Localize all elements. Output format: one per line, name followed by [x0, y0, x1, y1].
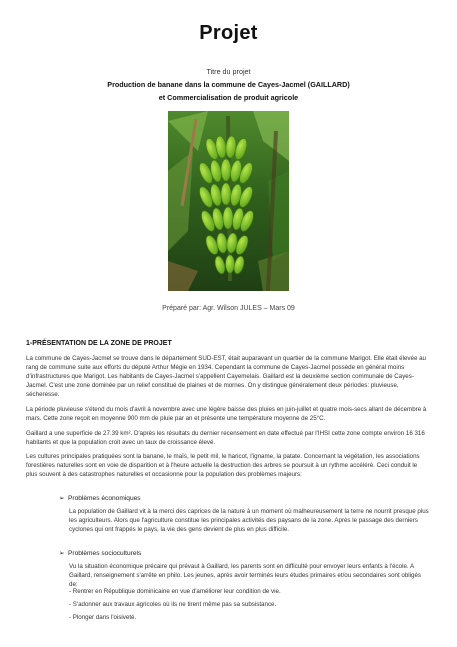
bullet-text: Vu la situation économique précaire qui prévaut à Gaillard, les parents sont en difficulté pour envoyer leurs enfants à l'école. A Gaillard, renseignement s'arrête en philo. Les jeunes, après avoir terminés leurs études primaires et/ou secondaires sont obligés de: [69, 563, 421, 588]
arrow-bullet-icon: ➢ [59, 550, 65, 557]
paragraph-intro: La commune de Cayes-Jacmel se trouve dans le département SUD-EST, était auparavant un quartier de la commune Marigot. Elle était élevée au rang de commune suite aux efforts du député Arthur Mégie en 1934. Cependant la commune de Cayes-Jacmel possède en général moins d'infrastructures que Marigot. Les habitants de Cayes-Jacmel s'appellent Cayemelais. Gaillard est la deuxième section communale de Cayes-Jacmel. C'est une zone dominée par un relief constitué de plaines et de mornes. On y distingue généralement deux périodes: pluvieuse, sécheresse. [26, 355, 426, 398]
bullet-text: La population de Gaillard vit à la merci des caprices de la nature à un moment où malheureusement la terre ne nourrit presque plus les agriculteurs. Alors que l'agriculture constitue les principales activités des paysans de la zone. Après le passage des derniers cyclones qui ont frappés le pays, la vie des gens devient de plus en plus difficile. [69, 508, 429, 533]
list-item: - S'adonner aux travaux agricoles où ils ne tirent même pas sa subsistance. [69, 601, 277, 608]
section-heading: 1-PRÉSENTATION DE LA ZONE DE PROJET [26, 340, 172, 347]
project-title-label: Titre du projet [206, 67, 251, 76]
paragraph-population: Gaillard a une superficie de 27.39 km². D'après les résultats du dernier recensement en date effectué par l'IHSI cette zone compte environ 16 316 habitants et que la population croit avec un taux de croissance élevé. [26, 430, 425, 446]
paragraph-cultures: Les cultures principales pratiquées sont la banane, le maïs, le petit mil, le haricot, l'igname, la patate. Concernant la végétation, les associations forestières naturelles sont en voie de disparition et à l'heure actuelle la destruction des arbres se poursuit à un rythme accéléré. Ceci conduit le plus souvent à des catastrophes naturelles et occasionne pour la population des problèmes majeurs: [26, 453, 420, 478]
project-title-line-2: et Commercialisation de produit agricole [158, 93, 299, 102]
banana-bunch-photo [168, 111, 289, 291]
bullet-economic-problems [59, 494, 141, 502]
bullet-heading: Problèmes socioculturels [68, 550, 142, 557]
arrow-bullet-icon: ➢ [59, 495, 65, 502]
bullet-sociocultural-problems [59, 549, 141, 557]
list-item: - Plonger dans l'oisiveté. [69, 614, 137, 621]
page-title: Projet [199, 22, 258, 44]
prepared-by: Préparé par: Agr. Wilson JULES – Mars 09 [162, 305, 295, 312]
project-title-line-1: Production de banane dans la commune de Cayes-Jacmel (GAILLARD) [107, 80, 350, 89]
paragraph-climate: La période pluvieuse s'étend du mois d'avril à novembre avec une légère baisse des pluies en juin-juillet et quatre mois-secs allant de décembre à mars. Cette zone reçoit en moyenne 900 mm de pluie par an et présente une température moyenne de 25°C. [26, 406, 427, 422]
list-item: - Rentrer en République dominicaine en vue d'améliorer leur condition de vie. [69, 588, 281, 595]
bullet-heading: Problèmes économiques [68, 495, 141, 502]
